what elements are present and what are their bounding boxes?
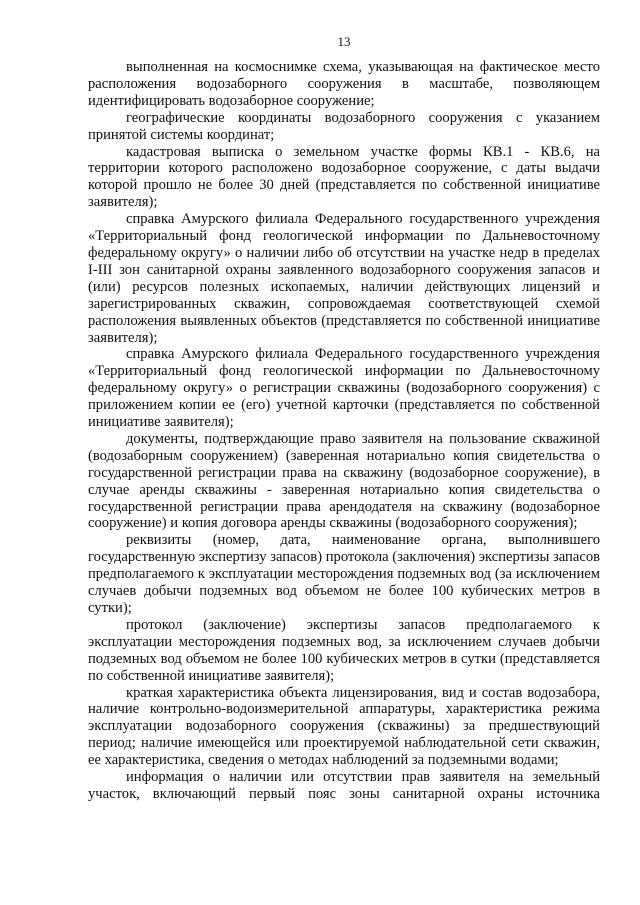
paragraph: справка Амурского филиала Федерального государственного учреждения «Территориальный фонд геологической информации по Дальневосточному федеральному округу» о наличии либо об отсутствии на участке недр в пределах I-III зон санитарной охраны заявленного водозаборного сооружения запасов и (или) ресурсов полезных ископаемых, наличии действующих лицензий и зарегистрированных скважин, сопровождаемая соответствующей схемой расположения выявленных объектов (представляется по собственной инициативе заявителя);	[88, 211, 600, 346]
paragraph: информация о наличии или отсутствии прав заявителя на земельный участок, включающий первый пояс зоны санитарной охраны источника	[88, 769, 600, 802]
paragraph: кадастровая выписка о земельном участке формы КВ.1 - КВ.6, на территории которого расположено водозаборное сооружение, с даты выдачи которой прошло не более 30 дней (представляется по собственной инициативе заявителя);	[88, 143, 600, 211]
paragraph: документы, подтверждающие право заявителя на пользование скважиной (водозаборным сооружением) (заверенная нотариально копия свидетельства о государственной регистрации права на скважину (водозаборное сооружение), в случае аренды скважины - заверенная нотариально копия свидетельства о государственной регистрации права арендодателя на скважину (водозаборное сооружение) и копия договора аренды скважины (водозаборного сооружения);	[88, 430, 600, 532]
paragraph: краткая характеристика объекта лицензирования, вид и состав водозабора, наличие контрольно-водоизмерительной аппаратуры, характеристика режима эксплуатации водозаборного сооружения (скважины) за предшествующий период; наличие имеющейся или проектируемой наблюдательной сети скважин, ее характеристика, сведения о методах наблюдений за подземными водами;	[88, 684, 600, 769]
document-body	[88, 59, 600, 803]
paragraph: выполненная на космоснимке схема, указывающая на фактическое место расположения водозаборного сооружения в масштабе, позволяющем идентифицировать водозаборное сооружение;	[88, 59, 600, 109]
paragraph: географические координаты водозаборного сооружения с указанием принятой системы координат;	[88, 109, 600, 143]
paragraph: справка Амурского филиала Федерального государственного учреждения «Территориальный фонд геологической информации по Дальневосточному федеральному округу» о регистрации скважины (водозаборного сооружения) с приложением копии ее (его) учетной карточки (представляется по собственной инициативе заявителя);	[88, 346, 600, 431]
page-number: 13	[337, 34, 351, 49]
paragraph: протокол (заключение) экспертизы запасов предполагаемого к эксплуатации месторождения подземных вод, за исключением случаев добычи подземных вод объемом не более 100 кубических метров в сутки (представляется по собственной инициативе заявителя);	[88, 616, 600, 684]
paragraph: реквизиты (номер, дата, наименование органа, выполнившего государственную экспертизу запасов) протокола (заключения) экспертизы запасов предполагаемого к эксплуатации месторождения подземных вод (за исключением случаев добычи подземных вод объемом не более 100 кубических метров в сутки);	[88, 532, 601, 616]
